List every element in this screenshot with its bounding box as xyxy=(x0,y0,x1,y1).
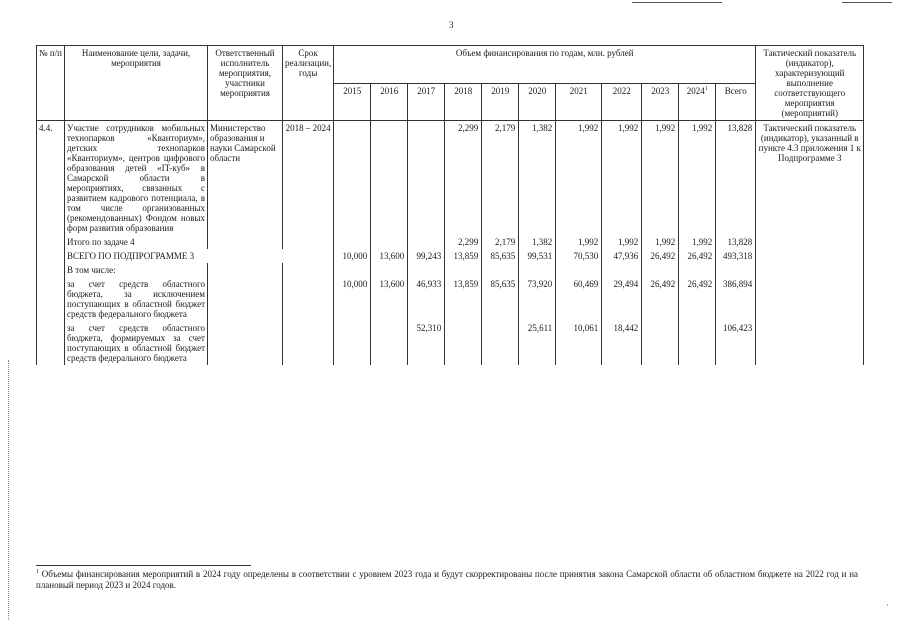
footnote-separator xyxy=(36,565,251,566)
cell-2019: 85,635 xyxy=(482,277,519,321)
cell-2019: 2,179 xyxy=(482,235,519,249)
table-row-regional-budget xyxy=(37,277,864,321)
cell-2019: 85,635 xyxy=(482,249,519,263)
cell-2019 xyxy=(482,321,519,365)
header-term: Срок реализации, годы xyxy=(283,46,334,121)
cell-2022: 47,936 xyxy=(602,249,642,263)
top-edge-line xyxy=(842,2,892,3)
cell-2021: 70,530 xyxy=(556,249,602,263)
cell-2015: 10,000 xyxy=(334,277,371,321)
table-row-federal-budget xyxy=(37,321,864,365)
cell-2021: 60,469 xyxy=(556,277,602,321)
cell-2017 xyxy=(408,235,445,249)
cell-2022: 1,992 xyxy=(602,121,642,236)
cell-total: 386,894 xyxy=(716,277,756,321)
row-executor: Министерство образования и науки Самарской области xyxy=(208,121,283,236)
cell-2020: 99,531 xyxy=(519,249,556,263)
header-funding-group: Объем финансирования по годам, млн. рублей xyxy=(334,46,756,84)
header-year: 2021 xyxy=(556,83,602,121)
header-year: 2018 xyxy=(445,83,482,121)
header-year: 2022 xyxy=(602,83,642,121)
cell-total: 493,318 xyxy=(716,249,756,263)
page-number: 3 xyxy=(449,20,454,30)
cell-2021: 1,992 xyxy=(556,235,602,249)
header-year: 2015 xyxy=(334,83,371,121)
cell-2018: 2,299 xyxy=(445,121,482,236)
row-name: Итого по задаче 4 xyxy=(65,235,208,249)
table-row-4-4 xyxy=(37,121,864,236)
cell-2016 xyxy=(371,321,408,365)
footnote xyxy=(36,569,858,591)
cell-2015 xyxy=(334,235,371,249)
cell-2016 xyxy=(371,235,408,249)
row-name: В том числе: xyxy=(65,263,208,277)
header-year: 2016 xyxy=(371,83,408,121)
header-num: № п/п xyxy=(37,46,65,121)
cell-2023: 26,492 xyxy=(642,249,679,263)
row-name: ВСЕГО ПО ПОДПРОГРАММЕ 3 xyxy=(65,249,334,263)
cell-2017: 99,243 xyxy=(408,249,445,263)
cell-2018: 13,859 xyxy=(445,277,482,321)
scan-margin-marks xyxy=(8,360,15,620)
cell-2024: 1,992 xyxy=(679,235,716,249)
row-name: Участие сотрудников мобильных технопарков «Кванториум», детских технопарков «Кванториум», центров цифрового образования детей «IT-куб» в Самарской области в мероприятиях, связанных с развитием кадрового потенциала, в том числе организованных (рекомендованных) Фондом новых форм развития образования xyxy=(65,121,208,236)
table-row-including xyxy=(37,263,864,277)
cell-2015: 10,000 xyxy=(334,249,371,263)
footnote-mark: 1 xyxy=(36,569,39,575)
cell-2017: 46,933 xyxy=(408,277,445,321)
top-edge-line xyxy=(632,2,722,3)
header-total: Всего xyxy=(716,83,756,121)
cell-2020: 1,382 xyxy=(519,235,556,249)
scan-speck: · xyxy=(886,600,889,610)
cell-2021: 10,061 xyxy=(556,321,602,365)
cell-2015 xyxy=(334,121,371,236)
cell-2016: 13,600 xyxy=(371,249,408,263)
cell-2017: 52,310 xyxy=(408,321,445,365)
cell-2016 xyxy=(371,121,408,236)
cell-2024 xyxy=(679,321,716,365)
cell-2020: 73,920 xyxy=(519,277,556,321)
cell-2017 xyxy=(408,121,445,236)
cell-2023: 1,992 xyxy=(642,121,679,236)
cell-2016: 13,600 xyxy=(371,277,408,321)
row-name: за счет средств областного бюджета, за исключением поступающих в областной бюджет средств федерального бюджета xyxy=(65,277,208,321)
cell-2018 xyxy=(445,321,482,365)
cell-2020: 25,611 xyxy=(519,321,556,365)
cell-2024: 26,492 xyxy=(679,277,716,321)
row-name: за счет средств областного бюджета, формируемых за счет поступающих в областной бюджет средств федерального бюджета xyxy=(65,321,208,365)
cell-2021: 1,992 xyxy=(556,121,602,236)
header-name: Наименование цели, задачи, мероприятия xyxy=(65,46,208,121)
header-year: 2020 xyxy=(519,83,556,121)
cell-2018: 2,299 xyxy=(445,235,482,249)
table-row-subprogram-total xyxy=(37,249,864,263)
row-term: 2018 – 2024 xyxy=(283,121,334,236)
cell-2024: 1,992 xyxy=(679,121,716,236)
cell-2023: 1,992 xyxy=(642,235,679,249)
header-indicator: Тактический показатель (индикатор), характеризующий выполнение соответствующего мероприятия (мероприятий) xyxy=(756,46,864,121)
cell-2023 xyxy=(642,321,679,365)
row-indicator: Тактический показатель (индикатор), указанный в пункте 4.3 приложения 1 к Подпрограмме 3 xyxy=(756,121,864,236)
footnote-text: Объемы финансирования мероприятий в 2024 году определены в соответствии с уровнем 2023 года и будут скорректированы после принятия закона Самарской области об областном бюджете на 2022 год и на плановый период 2023 и 2024 годов. xyxy=(36,569,859,590)
cell-2018: 13,859 xyxy=(445,249,482,263)
cell-2022: 18,442 xyxy=(602,321,642,365)
header-year: 2023 xyxy=(642,83,679,121)
cell-total: 13,828 xyxy=(716,235,756,249)
cell-2022: 29,494 xyxy=(602,277,642,321)
header-year: 2017 xyxy=(408,83,445,121)
header-executor: Ответственный исполнитель мероприятия, участники мероприятия xyxy=(208,46,283,121)
header-year-2024 xyxy=(679,83,716,121)
cell-2024: 26,492 xyxy=(679,249,716,263)
footnote-mark: 1 xyxy=(704,85,708,92)
funding-table xyxy=(36,45,864,365)
cell-2015 xyxy=(334,321,371,365)
cell-total: 106,423 xyxy=(716,321,756,365)
cell-2020: 1,382 xyxy=(519,121,556,236)
cell-2022: 1,992 xyxy=(602,235,642,249)
cell-2019: 2,179 xyxy=(482,121,519,236)
header-year: 2019 xyxy=(482,83,519,121)
table-header xyxy=(37,46,864,121)
header-year: 2024 xyxy=(686,85,705,96)
row-num: 4.4. xyxy=(37,121,65,236)
cell-total: 13,828 xyxy=(716,121,756,236)
table-row-task-total xyxy=(37,235,864,249)
cell-2023: 26,492 xyxy=(642,277,679,321)
